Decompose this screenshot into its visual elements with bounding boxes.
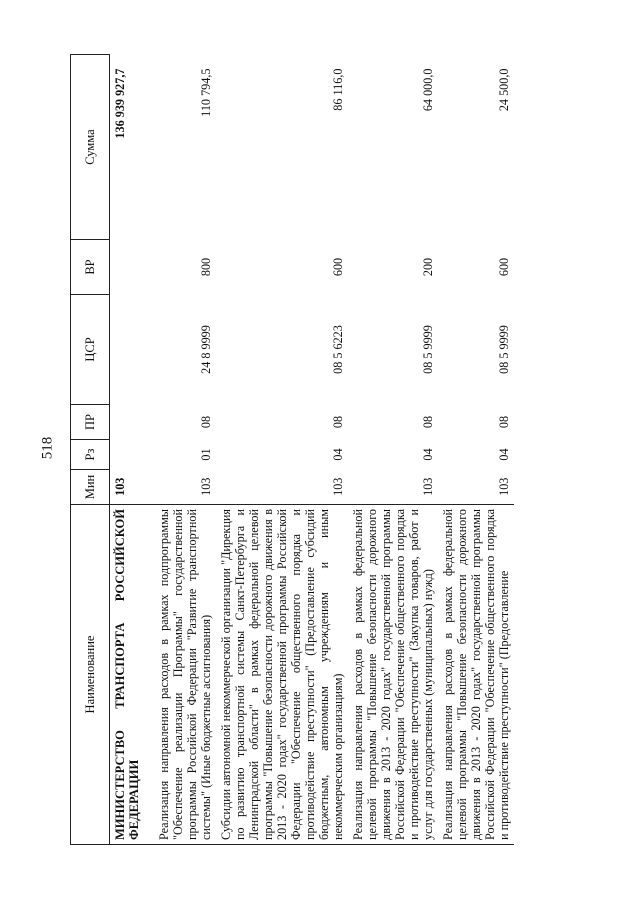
row-sum: 64 000,0	[421, 68, 435, 112]
ministry-sum: 136 939 927,7	[113, 68, 127, 139]
row-vr: 800	[199, 257, 213, 277]
table-header-row	[71, 55, 110, 845]
row-rz: 01	[199, 448, 213, 461]
ministry-name-part-4: ФЕДЕРАЦИИ	[127, 759, 141, 840]
ministry-name-part-3: РОССИЙСКОЙ	[113, 509, 127, 602]
ministry-min: 103	[113, 477, 127, 496]
table-row	[154, 55, 216, 845]
header-rz: Рз	[71, 440, 110, 470]
row-rz: 04	[497, 448, 511, 461]
row-min: 103	[421, 477, 435, 496]
row-name: Реализация направления расходов в рамках федеральной целевой программы "Повышение безопасности дорожного движения в 2013 - 2020 годах" государственной программы Российской Федерации "Обеспечение общественного порядка и противодействие преступности" (Предоставление	[438, 505, 514, 845]
table-row	[216, 55, 348, 845]
ministry-name-part-2: ТРАНСПОРТА	[113, 622, 127, 709]
ministry-name	[110, 505, 155, 845]
row-name: Реализация направления расходов в рамках подпрограммы "Обеспечение реализации Программы" государственной программы Российской Федерации "Развитие транспортной системы" (Иные бюджетные ассигнования)	[154, 505, 216, 845]
row-min: 103	[199, 477, 213, 496]
row-rz: 04	[421, 448, 435, 461]
table-row	[348, 55, 438, 845]
rotated-page-content	[70, 55, 600, 845]
row-rz: 04	[331, 448, 345, 461]
header-csr: ЦСР	[71, 295, 110, 405]
row-sum: 86 116,0	[331, 68, 345, 111]
header-sum: Сумма	[71, 55, 110, 240]
row-pr: 08	[199, 415, 213, 429]
row-sum: 110 794,5	[199, 68, 213, 117]
header-pr: ПР	[71, 405, 110, 440]
row-vr: 200	[421, 257, 435, 277]
row-vr: 600	[331, 257, 345, 277]
row-csr: 24 8 9999	[199, 325, 213, 374]
header-vr: ВР	[71, 240, 110, 295]
ministry-name-part-1: МИНИСТЕРСТВО	[113, 730, 127, 840]
row-min: 103	[331, 477, 345, 496]
row-name: Субсидии автономной некоммерческой организации "Дирекция по развитию транспортной системы Санкт-Петербурга и Ленинградской области" в рамках федеральной целевой программы "Повышение безопасности дорожного движения в 2013 - 2020 годах" государственной программы Российской Федерации "Обеспечение общественного порядка и противодействие преступности" (Предоставление субсидий бюджетным, автономным учреждениям и иным некоммерческим организациям)	[216, 505, 348, 845]
row-name: Реализация направления расходов в рамках федеральной целевой программы "Повышение безопасности дорожного движения в 2013 - 2020 годах" государственной программы Российской Федерации "Обеспечение общественного порядка и противодействие преступности" (Закупка товаров, работ и услуг для государственных (муниципальных) нужд)	[348, 505, 438, 845]
row-vr: 600	[497, 257, 511, 277]
header-min: Мин	[71, 470, 110, 505]
row-csr: 08 5 9999	[421, 325, 435, 374]
row-csr: 08 5 9999	[497, 325, 511, 374]
row-pr: 08	[497, 415, 511, 429]
row-csr: 08 5 6223	[331, 325, 345, 374]
ministry-row	[110, 55, 155, 845]
row-min: 103	[497, 477, 511, 496]
row-pr: 08	[421, 415, 435, 429]
row-sum: 24 500,0	[497, 68, 511, 112]
table-row	[438, 55, 514, 845]
page-number: 518	[39, 436, 56, 460]
header-name: Наименование	[71, 505, 110, 845]
budget-table	[70, 54, 514, 845]
row-pr: 08	[331, 415, 345, 429]
